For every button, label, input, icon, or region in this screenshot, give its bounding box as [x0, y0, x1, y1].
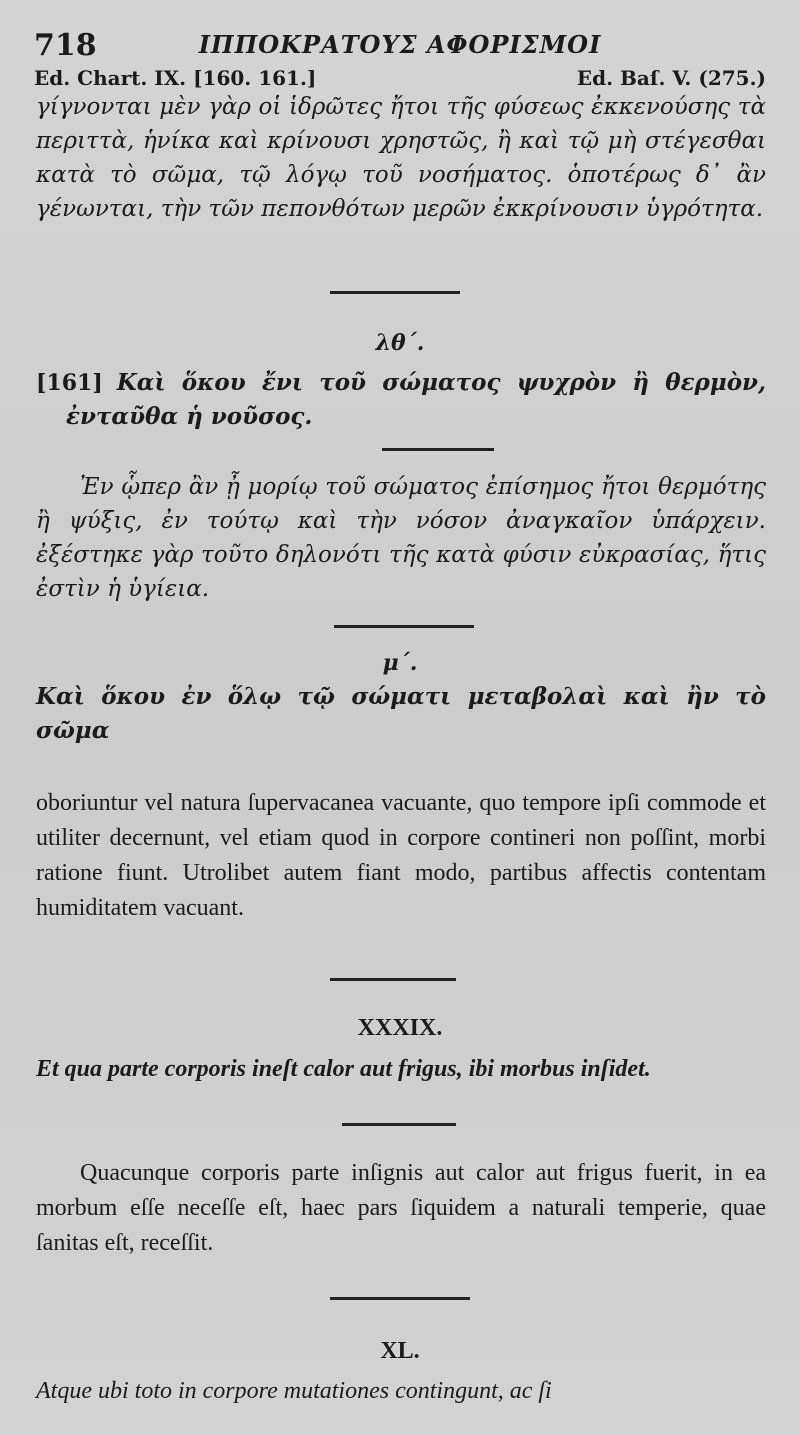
edition-reference-right: Ed. Baſ. V. (275.): [576, 66, 766, 90]
latin-aphorism-number: XXXIX.: [357, 1015, 443, 1041]
page-number: 718: [34, 28, 97, 63]
greek-aphorism-number: λθ΄.: [375, 330, 425, 356]
greek-aphorism-39-text: Καὶ ὅκου ἔνι τοῦ σώματος ψυχρὸν ἢ θερμὸν, ἐνταῦθα ἡ νοῦσος.: [66, 369, 766, 430]
greek-commentary-continuation: γίγνονται μὲν γὰρ οἱ ἱδρῶτες ἤτοι τῆς φύσεως ἐκκενούσης τὰ περιττὰ, ἡνίκα καὶ κρίνουσι χρηστῶς, ἢ καὶ τῷ μὴ στέγεσθαι κατὰ τὸ σῶμα, τῷ λόγῳ τοῦ νοσήματος. ὁποτέρως δ᾽ ἂν γένωνται, τὴν τῶν πεπονθότων μερῶν ἐκκρίνουσιν ὑγρότητα.: [36, 94, 766, 222]
running-title: ΙΠΠΟΚΡΑΤΟΥΣ ΑΦΟΡΙΣΜΟΙ: [198, 30, 602, 59]
latin-commentary-39: Quacunque corporis parte inſignis aut calor aut frigus fuerit, in ea morbum eſſe neceſſe eſt, haec pars ſiquidem a naturali temperie, quae ſanitas eſt, receſſit.: [36, 1160, 766, 1256]
greek-aphorism-40: Καὶ ὅκου ἐν ὅλῳ τῷ σώματι μεταβολαὶ καὶ ἢν τὸ σῶμα: [36, 683, 766, 744]
section-divider: [330, 1297, 470, 1300]
latin-aphorism-39: Et qua parte corporis ineſt calor aut frigus, ibi morbus inſidet.: [36, 1056, 651, 1082]
greek-commentary-39: Ἐν ᾧπερ ἂν ᾖ μορίῳ τοῦ σώματος ἐπίσημος ἤτοι θερμότης ἢ ψύξις, ἐν τούτῳ καὶ τὴν νόσον ἀναγκαῖον ὑπάρχειν. ἐξέστηκε γὰρ τοῦτο δηλονότι τῆς κατὰ φύσιν εὐκρασίας, ἥτις ἐστὶν ἡ ὑγίεια.: [36, 474, 766, 602]
greek-aphorism-number: μ΄.: [382, 650, 418, 676]
section-divider: [330, 291, 460, 294]
section-divider: [330, 978, 456, 981]
latin-commentary-continuation: oboriuntur vel natura ſupervacanea vacuante, quo tempore ipſi commode et utiliter decernunt, vel etiam quod in corpore contineri non poſſint, morbi ratione fiunt. Utrolibet autem fiant modo, partibus affectis contentam humiditatem vacuant.: [36, 790, 766, 921]
section-divider: [382, 448, 494, 451]
latin-aphorism-40: Atque ubi toto in corpore mutationes contingunt, ac ſi: [36, 1378, 552, 1404]
section-divider: [342, 1123, 456, 1126]
greek-aphorism-39: [36, 366, 766, 434]
latin-aphorism-number: XL.: [380, 1338, 420, 1364]
page-header: [34, 28, 766, 68]
edition-reference-left: Ed. Chart. IX. [160. 161.]: [34, 66, 317, 90]
section-divider: [334, 625, 474, 628]
page-marker: [161]: [36, 370, 103, 396]
